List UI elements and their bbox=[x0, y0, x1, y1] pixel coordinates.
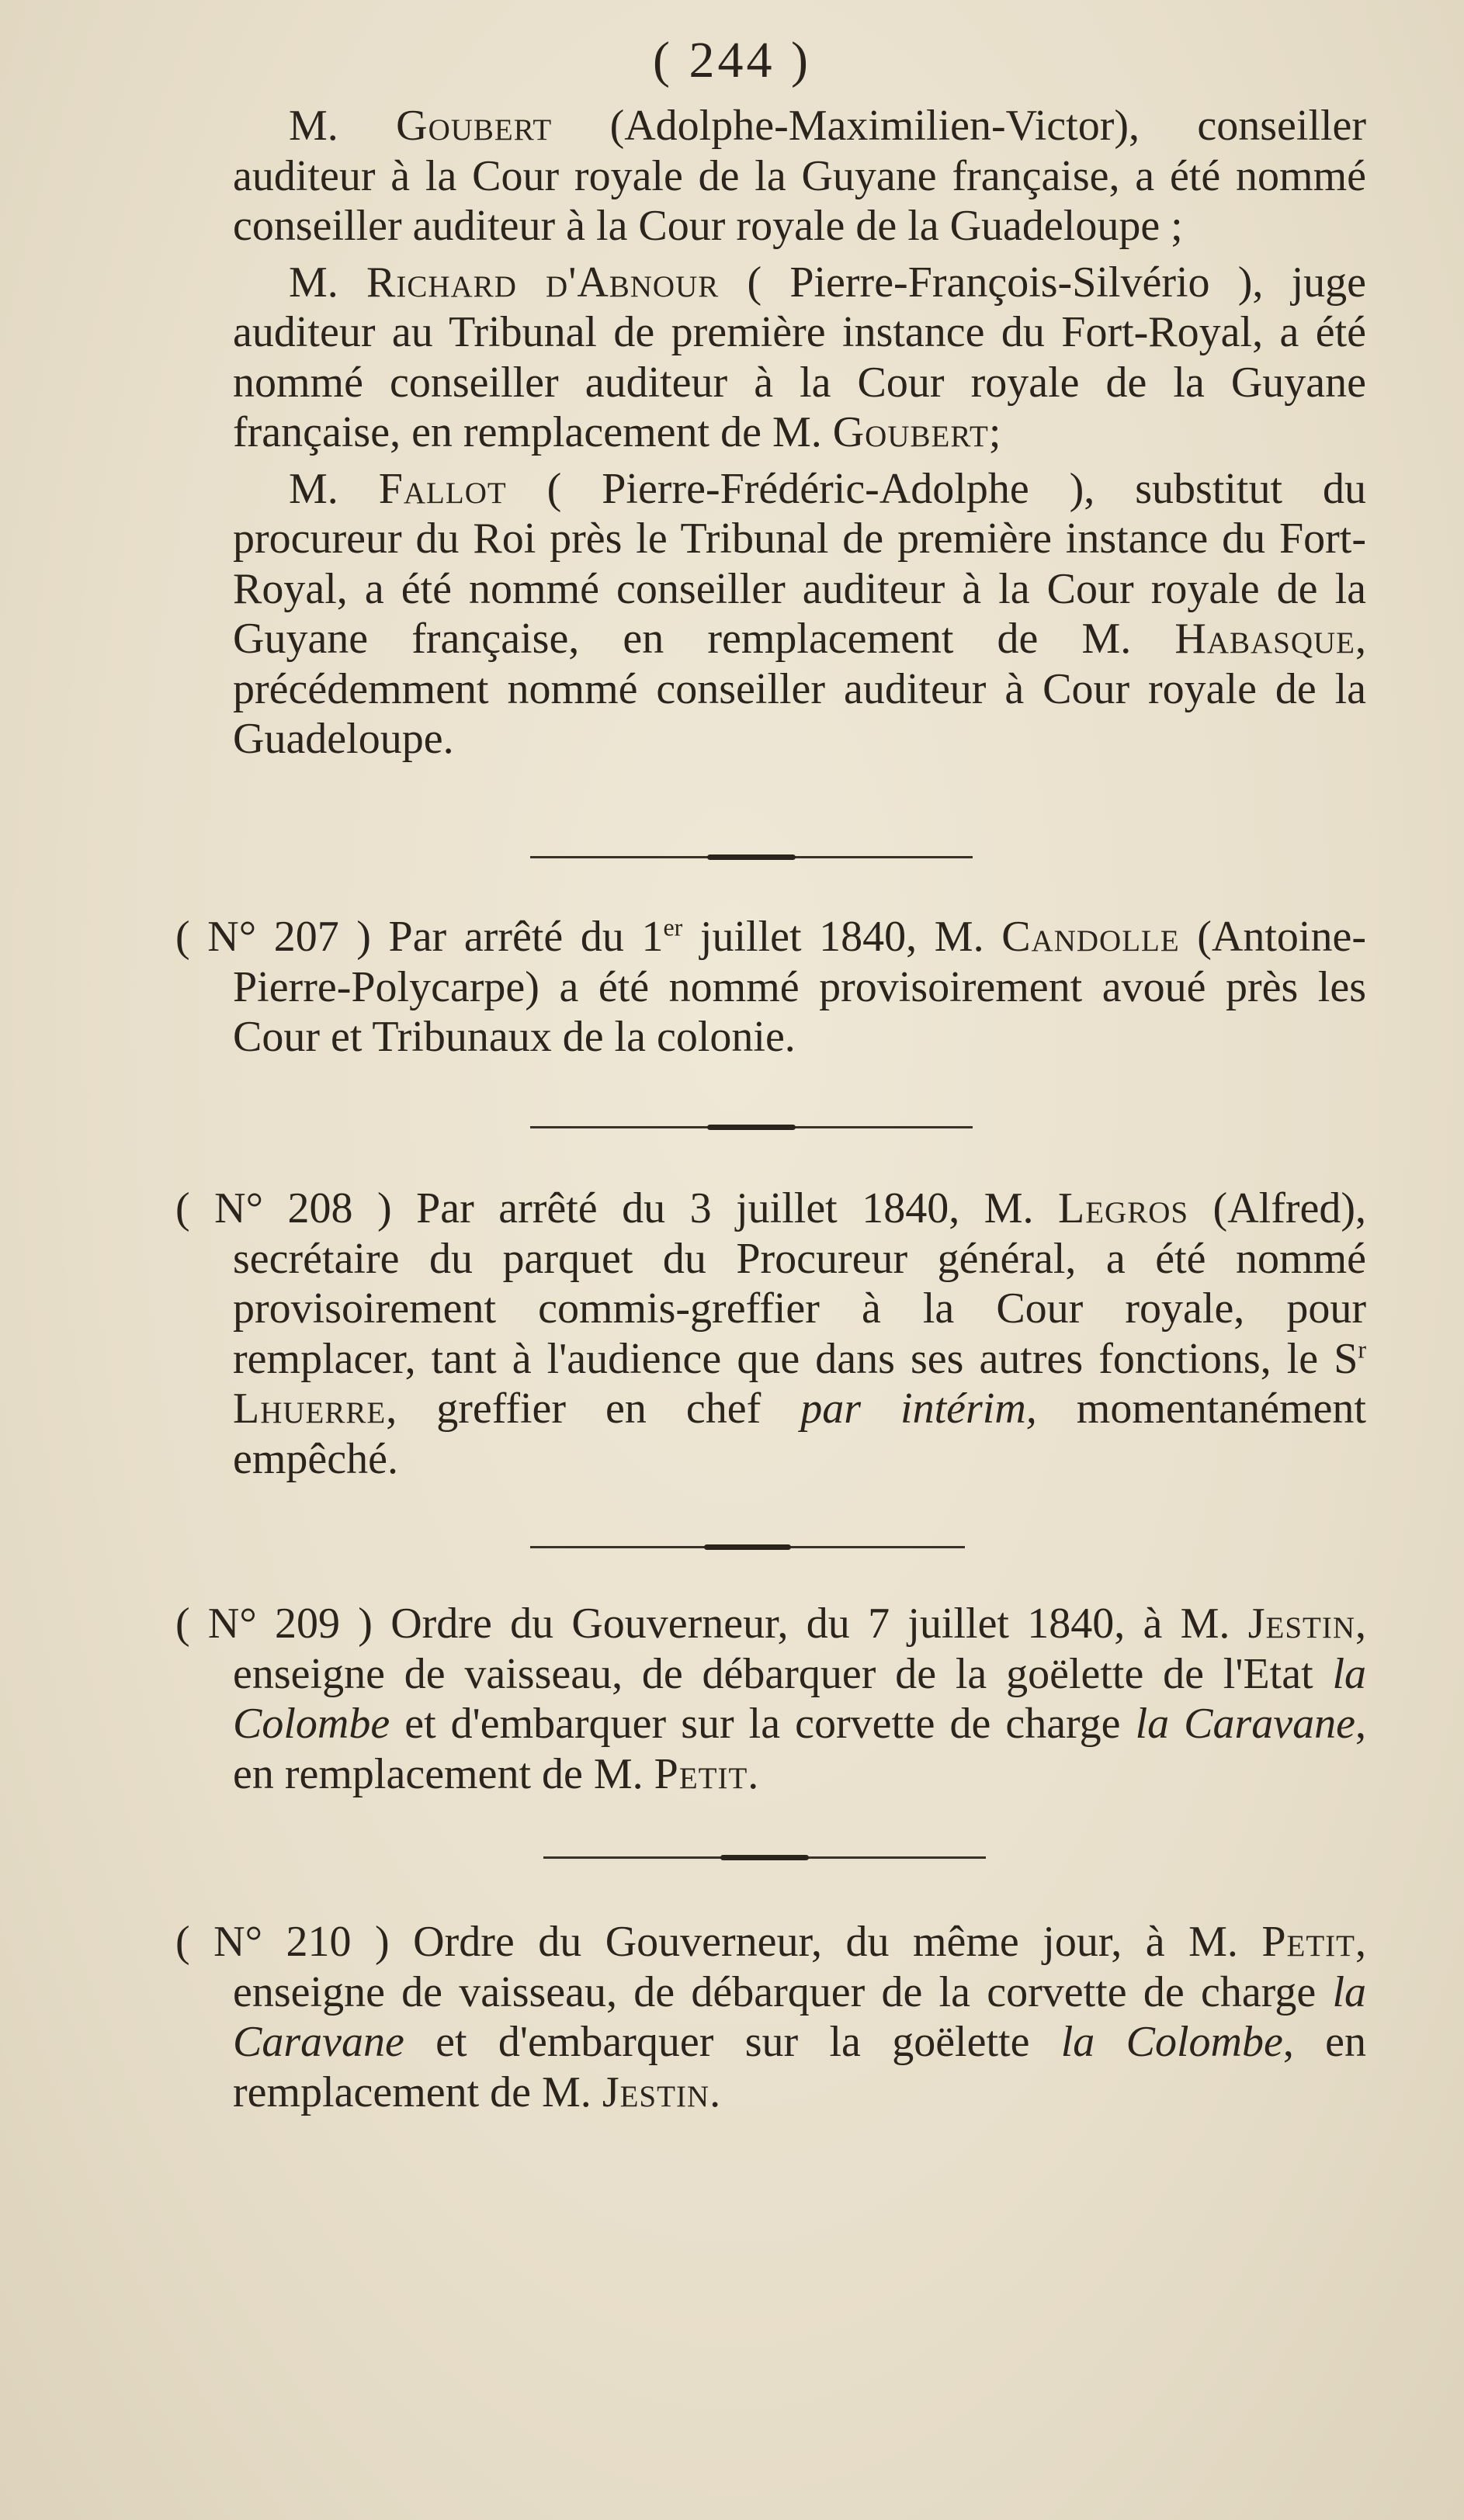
entry-text-part: Ordre du Gouverneur, du 7 juillet 1840, à M. bbox=[372, 1600, 1248, 1648]
paragraph-fallot: M. Fallot ( Pierre-Frédéric-Adolphe ), substitut du procureur du Roi près le Tribunal de première instance du Fort-Royal, a été nommé conseiller auditeur à la Cour royale de la Guyane française, en remplacement de M. Habasque, précédemment nommé conseiller auditeur à Cour royale de la Guadeloupe. bbox=[233, 464, 1366, 763]
separator-rule bbox=[530, 856, 973, 858]
entry-text-part: , en remplacement de M. bbox=[233, 1700, 1366, 1798]
entry-text bbox=[175, 1184, 1366, 1484]
paragraph-text: , conseiller auditeur à la Cour royale de la Guyane française, a été nommé conseiller auditeur à la Cour royale de la Guadeloupe ; bbox=[233, 102, 1367, 250]
separator-rule bbox=[530, 1546, 965, 1548]
person-name: Jestin bbox=[602, 2068, 710, 2116]
entry-text-part: . bbox=[748, 1749, 759, 1798]
person-name: Goubert bbox=[396, 102, 553, 150]
italic-phrase: par intérim, bbox=[800, 1385, 1037, 1433]
paragraph-text-end: , précédemment nommé conseiller auditeur à Cour royale de la Guadeloupe. bbox=[233, 615, 1366, 763]
separator-rule bbox=[543, 1856, 986, 1859]
person-name: Jestin bbox=[1247, 1600, 1355, 1648]
paragraph-richard: M. Richard d'Abnour ( Pierre-François-Silvério ), juge auditeur au Tribunal de première instance du Fort-Royal, a été nommé conseiller auditeur à la Cour royale de la Guyane française, en remplacement de M. Goubert; bbox=[233, 258, 1366, 456]
page-number: ( 244 ) bbox=[653, 32, 811, 88]
entry-number: ( N° 210 ) bbox=[175, 1918, 390, 1966]
entry-number: ( N° 208 ) bbox=[175, 1184, 392, 1232]
entry-text-part: , enseigne de vaisseau, de débarquer de la corvette de charge bbox=[233, 1918, 1366, 2016]
superscript: er bbox=[663, 913, 683, 941]
entry-209 bbox=[175, 1599, 1366, 1799]
person-name: Legros bbox=[1058, 1184, 1189, 1232]
continuation-section bbox=[233, 101, 1366, 764]
person-name: Richard d'Abnour bbox=[366, 258, 720, 307]
entry-text-part: et d'embarquer sur la corvette de charge bbox=[390, 1700, 1136, 1748]
ship-name: la Colombe bbox=[233, 1649, 1366, 1748]
entry-text-part: juillet 1840, M. bbox=[682, 913, 1002, 961]
entry-text-part: Par arrêté du 1 bbox=[370, 913, 664, 961]
person-name: Petit bbox=[1261, 1918, 1355, 1966]
person-given-names: ( Pierre-Frédéric-Adolphe ) bbox=[546, 464, 1084, 513]
separator-rule bbox=[530, 1126, 973, 1128]
entry-text-part: , greffier en chef bbox=[386, 1385, 801, 1433]
person-name: Fallot bbox=[378, 464, 507, 513]
entry-text-part: momentanément empêché. bbox=[233, 1385, 1366, 1483]
entry-text-part: , enseigne de vaisseau, de débarquer de la goëlette de l'Etat bbox=[233, 1600, 1366, 1698]
entry-208 bbox=[175, 1184, 1366, 1484]
paragraph-text: , juge auditeur au Tribunal de première instance du Fort-Royal, a été nommé conseiller auditeur à la Cour royale de la Guyane française, en remplacement de M. bbox=[233, 258, 1366, 456]
entry-text-part: Par arrêté du 3 juillet 1840, M. bbox=[391, 1184, 1058, 1232]
entry-text-part: (Alfred), secrétaire du parquet du Procureur général, a été nommé provisoirement commis-greffier à la Cour royale, pour remplacer, tant à l'audience que dans ses autres fonctions, le S bbox=[233, 1184, 1366, 1383]
entry-number: ( N° 207 ) bbox=[175, 913, 371, 961]
entry-text-part: , en remplacement de M. bbox=[233, 2018, 1366, 2116]
person-given-names: ( Pierre-François-Silvério ) bbox=[747, 258, 1253, 307]
entry-text-part: . bbox=[709, 2068, 721, 2116]
person-name: Candolle bbox=[1001, 913, 1180, 961]
person-name: Lhuerre bbox=[233, 1385, 387, 1433]
entry-text-part: Ordre du Gouverneur, du même jour, à M. bbox=[389, 1918, 1262, 1966]
person-given-names: (Adolphe-Maximilien-Victor) bbox=[609, 102, 1129, 150]
superscript: r bbox=[1358, 1334, 1366, 1363]
entry-text bbox=[175, 1917, 1366, 2117]
entry-text-part: (Antoine-Pierre-Polycarpe) a été nommé provisoirement avoué près les Cour et Tribunaux de la colonie. bbox=[233, 913, 1366, 1061]
entry-text bbox=[175, 1599, 1366, 1799]
entry-210 bbox=[175, 1917, 1366, 2117]
person-name-reference: Habasque bbox=[1174, 615, 1355, 663]
person-name: Petit bbox=[654, 1749, 748, 1798]
ship-name: la Caravane bbox=[1135, 1700, 1355, 1748]
entry-text bbox=[175, 912, 1366, 1062]
paragraph-text-end: ; bbox=[988, 408, 1001, 456]
ship-name: la Caravane bbox=[233, 1967, 1366, 2066]
paragraph-goubert: M. Goubert (Adolphe-Maximilien-Victor), conseiller auditeur à la Cour royale de la Guyane française, a été nommé conseiller auditeur à la Cour royale de la Guadeloupe ; bbox=[233, 102, 1367, 250]
entry-207 bbox=[175, 912, 1366, 1062]
ship-name: la Colombe bbox=[1060, 2018, 1283, 2066]
entry-text-part: et d'embarquer sur la goëlette bbox=[404, 2018, 1061, 2066]
paragraph-text: , substitut du procureur du Roi près le Tribunal de première instance du Fort-Royal, a été nommé conseiller auditeur à la Cour royale de la Guyane française, en remplacement de M. bbox=[233, 464, 1366, 663]
entry-number: ( N° 209 ) bbox=[175, 1600, 373, 1648]
person-name-reference: Goubert bbox=[832, 408, 989, 456]
